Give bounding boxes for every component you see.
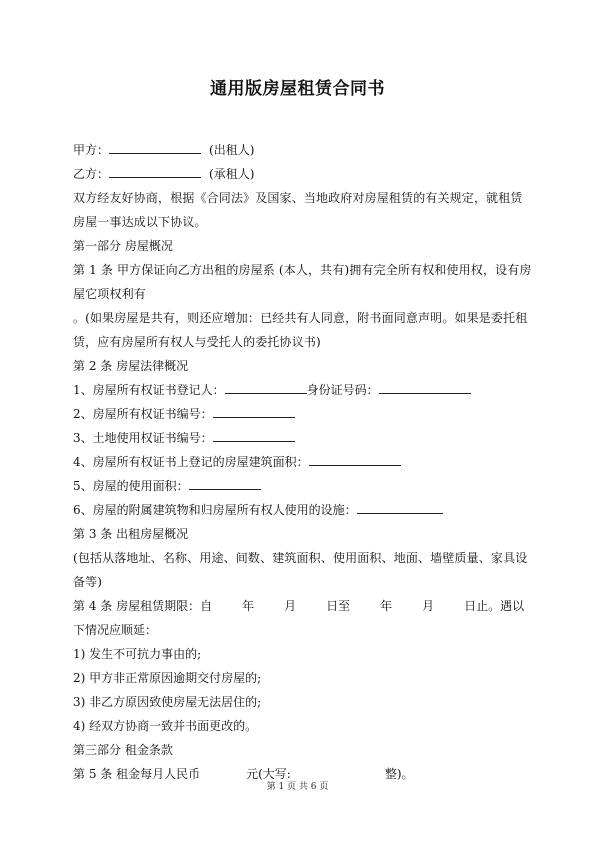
item1-blank[interactable] bbox=[225, 379, 307, 394]
article4-day-to: 日至 bbox=[326, 599, 351, 613]
item2-label: 2、房屋所有权证书编号： bbox=[73, 407, 213, 421]
item4-line bbox=[73, 450, 533, 474]
item3-label: 3、土地使用权证书编号： bbox=[73, 431, 213, 445]
item6-label: 6、房屋的附属建筑物和归房屋所有权人使用的设施： bbox=[73, 503, 357, 517]
article4-year2: 年 bbox=[380, 599, 393, 613]
article2-heading: 第 2 条 房屋法律概况 bbox=[73, 359, 189, 373]
party-b-line bbox=[73, 162, 533, 186]
article3-heading: 第 3 条 出租房屋概况 bbox=[73, 527, 189, 541]
item2-blank[interactable] bbox=[213, 403, 295, 418]
article4-line bbox=[73, 594, 533, 618]
item1-id-label: 身份证号码： bbox=[306, 383, 379, 397]
item6-blank[interactable] bbox=[357, 499, 443, 514]
item3-blank[interactable] bbox=[213, 427, 295, 442]
intro-paragraph: 双方经友好协商，根据《合同法》及国家、当地政府对房屋租赁的有关规定，就租赁房屋一事达成以下协议。 bbox=[73, 191, 523, 229]
item2-line bbox=[73, 402, 533, 426]
article4-year1: 年 bbox=[242, 599, 255, 613]
item3-line bbox=[73, 426, 533, 450]
condition-item: 4) 经双方协商一致并书面更改的。 bbox=[73, 719, 258, 733]
party-a-label: 甲方： bbox=[73, 143, 110, 157]
article4-prefix: 第 4 条 房屋租赁期限：自 bbox=[73, 599, 213, 613]
item1-label: 1、房屋所有权证书登记人： bbox=[73, 383, 225, 397]
item5-label: 5、房屋的使用面积： bbox=[73, 479, 189, 493]
party-a-blank[interactable] bbox=[109, 139, 201, 154]
article3-detail: (包括从落地址、名称、用途、间数、建筑面积、使用面积、地面、墙壁质量、家具设备等) bbox=[73, 551, 528, 589]
party-b-role: (承租人) bbox=[209, 167, 255, 181]
article4-month1: 月 bbox=[284, 599, 297, 613]
article1-note: 。(如果房屋是共有，则还应增加：已经共有人同意，附书面同意声明。如果是委托租赁，应有房屋所有权人与受托人的委托协议书) bbox=[73, 311, 528, 349]
article5-yuan: 元(大写: bbox=[246, 767, 291, 781]
article1-paragraph: 第 1 条 甲方保证向乙方出租的房屋系 (本人，共有)拥有完全所有权和使用权，设有房屋它项权利有 bbox=[73, 263, 532, 301]
party-b-label: 乙方： bbox=[73, 167, 110, 181]
article5-prefix: 第 5 条 租金每月人民币 bbox=[73, 767, 201, 781]
item4-label: 4、房屋所有权证书上登记的房屋建筑面积： bbox=[73, 455, 309, 469]
condition-item: 1) 发生不可抗力事由的; bbox=[73, 647, 202, 661]
item4-blank[interactable] bbox=[309, 451, 401, 466]
document-title: 通用版房屋租赁合同书 bbox=[210, 79, 385, 99]
condition-item: 3) 非乙方原因致使房屋无法居住的; bbox=[73, 695, 262, 709]
article5-suffix: 整)。 bbox=[384, 767, 414, 781]
item1-id-blank[interactable] bbox=[379, 379, 471, 394]
page-number: 第 1 页 共 6 页 bbox=[266, 782, 329, 792]
part1-heading: 第一部分 房屋概况 bbox=[73, 239, 173, 253]
part3-heading: 第三部分 租金条款 bbox=[73, 743, 173, 757]
article4-continuation: 下情况应顺延： bbox=[73, 623, 158, 637]
item5-blank[interactable] bbox=[189, 475, 261, 490]
item1-line bbox=[73, 378, 533, 402]
item6-line bbox=[73, 498, 533, 522]
article4-month2: 月 bbox=[422, 599, 435, 613]
party-b-blank[interactable] bbox=[109, 163, 201, 178]
condition-item: 2) 甲方非正常原因逾期交付房屋的; bbox=[73, 671, 262, 685]
contract-body bbox=[73, 138, 533, 786]
party-a-line bbox=[73, 138, 533, 162]
party-a-role: (出租人) bbox=[209, 143, 255, 157]
item5-line bbox=[73, 474, 533, 498]
article4-day-end: 日止。遇以 bbox=[464, 599, 525, 613]
